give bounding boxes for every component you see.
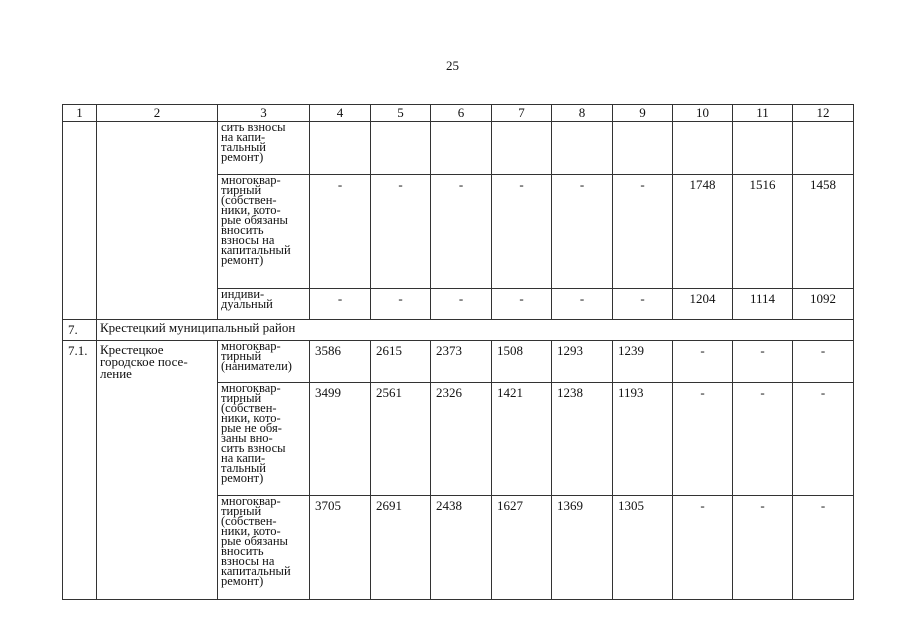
header-cell: 12: [793, 105, 854, 122]
district-row: [63, 320, 854, 341]
value-cell: 1239: [613, 341, 673, 383]
housing-type-cell: индиви- дуальный: [218, 289, 310, 320]
value-cell: -: [793, 496, 854, 600]
value-cell: 3705: [310, 496, 371, 600]
value-cell: 2373: [431, 341, 492, 383]
housing-type-cell: многоквар- тирный (наниматели): [218, 341, 310, 383]
header-cell: 2: [97, 105, 218, 122]
header-cell: 7: [492, 105, 552, 122]
value-cell: -: [371, 289, 431, 320]
value-cell: -: [613, 289, 673, 320]
value-cell: 1305: [613, 496, 673, 600]
value-cell: [613, 122, 673, 175]
housing-type-cell: многоквар- тирный (собствен- ники, кото- рые обязаны вносить взносы на капитальный ремонт): [218, 175, 310, 289]
header-cell: 11: [733, 105, 793, 122]
header-cell: 6: [431, 105, 492, 122]
value-cell: 2615: [371, 341, 431, 383]
value-cell: 1748: [673, 175, 733, 289]
value-cell: 2691: [371, 496, 431, 600]
value-cell: -: [310, 289, 371, 320]
page-number: 25: [446, 58, 459, 73]
header-cell: 10: [673, 105, 733, 122]
value-cell: -: [733, 341, 793, 383]
value-cell: -: [310, 175, 371, 289]
table-row: [63, 122, 854, 175]
header-row: [63, 105, 854, 122]
value-cell: 1516: [733, 175, 793, 289]
header-cell: 8: [552, 105, 613, 122]
value-cell: -: [673, 496, 733, 600]
value-cell: 1293: [552, 341, 613, 383]
value-cell: 3499: [310, 383, 371, 496]
value-cell: 2561: [371, 383, 431, 496]
header-cell: 1: [63, 105, 97, 122]
value-cell: -: [733, 496, 793, 600]
value-cell: 1627: [492, 496, 552, 600]
header-cell: 9: [613, 105, 673, 122]
settlement-name-cell: Крестецкое городское посе- ление: [97, 341, 218, 600]
value-cell: [552, 122, 613, 175]
value-cell: [733, 122, 793, 175]
value-cell: [673, 122, 733, 175]
value-cell: -: [733, 383, 793, 496]
value-cell: -: [431, 175, 492, 289]
value-cell: 1204: [673, 289, 733, 320]
settlement-cell: [97, 122, 218, 320]
value-cell: -: [793, 383, 854, 496]
value-cell: [431, 122, 492, 175]
value-cell: 1369: [552, 496, 613, 600]
value-cell: -: [492, 289, 552, 320]
header-cell: 5: [371, 105, 431, 122]
value-cell: -: [492, 175, 552, 289]
header-cell: 4: [310, 105, 371, 122]
value-cell: -: [371, 175, 431, 289]
value-cell: -: [613, 175, 673, 289]
value-cell: 1508: [492, 341, 552, 383]
value-cell: -: [552, 289, 613, 320]
value-cell: -: [793, 341, 854, 383]
value-cell: 1092: [793, 289, 854, 320]
value-cell: 2438: [431, 496, 492, 600]
value-cell: 1421: [492, 383, 552, 496]
housing-type-cell: сить взносы на капи- тальный ремонт): [218, 122, 310, 175]
value-cell: [793, 122, 854, 175]
table-row: [63, 341, 854, 383]
housing-type-cell: многоквар- тирный (собствен- ники, кото- рые обязаны вносить взносы на капитальный ремонт): [218, 496, 310, 600]
value-cell: 1193: [613, 383, 673, 496]
district-name: Крестецкий муниципальный район: [97, 320, 854, 341]
tariff-table: [62, 104, 854, 600]
value-cell: 1238: [552, 383, 613, 496]
row-number-cell: 7.1.: [63, 341, 97, 600]
value-cell: 3586: [310, 341, 371, 383]
value-cell: [492, 122, 552, 175]
header-cell: 3: [218, 105, 310, 122]
value-cell: [310, 122, 371, 175]
value-cell: -: [673, 383, 733, 496]
value-cell: -: [431, 289, 492, 320]
housing-type-cell: многоквар- тирный (собствен- ники, кото- рые не обя- заны вно- сить взносы на капи- тальный ремонт): [218, 383, 310, 496]
district-number: 7.: [63, 320, 97, 341]
value-cell: -: [673, 341, 733, 383]
row-number-cell: [63, 122, 97, 320]
value-cell: [371, 122, 431, 175]
value-cell: 2326: [431, 383, 492, 496]
value-cell: -: [552, 175, 613, 289]
value-cell: 1114: [733, 289, 793, 320]
value-cell: 1458: [793, 175, 854, 289]
